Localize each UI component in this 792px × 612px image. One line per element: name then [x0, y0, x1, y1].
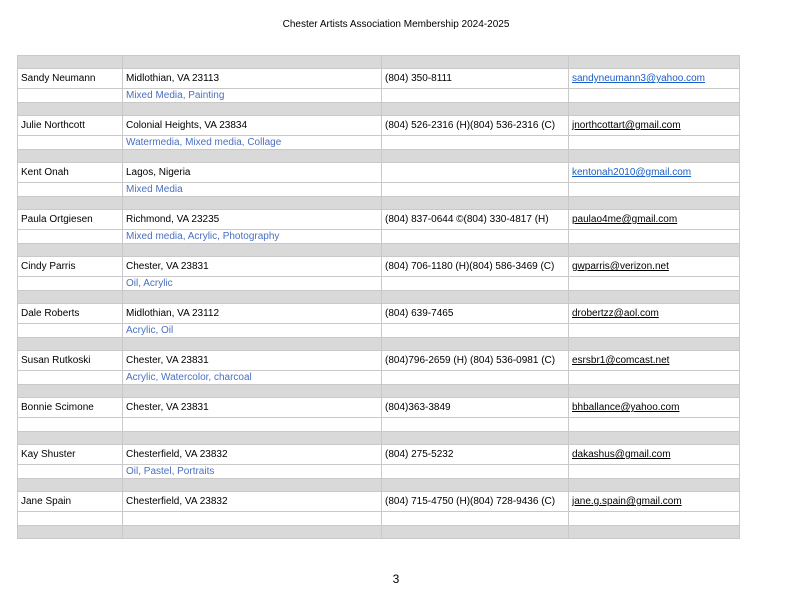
spacer-cell: [382, 244, 569, 257]
member-row: [18, 116, 740, 136]
spacer-cell: [18, 526, 123, 539]
member-media-row: [18, 418, 740, 432]
spacer-row: [18, 150, 740, 163]
member-media-row: [18, 277, 740, 291]
spacer-row: [18, 338, 740, 351]
spacer-cell: [569, 244, 740, 257]
empty-cell: [18, 230, 123, 244]
member-name: Paula Ortgiesen: [18, 210, 123, 230]
spacer-cell: [123, 150, 382, 163]
spacer-cell: [569, 197, 740, 210]
spacer-cell: [569, 103, 740, 116]
spacer-cell: [123, 244, 382, 257]
spacer-cell: [569, 479, 740, 492]
member-media-row: [18, 371, 740, 385]
spacer-cell: [382, 385, 569, 398]
spacer-cell: [382, 338, 569, 351]
spacer-row: [18, 103, 740, 116]
spacer-cell: [382, 479, 569, 492]
empty-cell: [18, 89, 123, 103]
empty-cell: [382, 89, 569, 103]
empty-cell: [569, 277, 740, 291]
member-email-link[interactable]: kentonah2010@gmail.com: [572, 167, 692, 178]
member-email-link[interactable]: sandyneumann3@yahoo.com: [572, 73, 706, 84]
member-media-row: [18, 465, 740, 479]
member-name: Susan Rutkoski: [18, 351, 123, 371]
empty-cell: [382, 324, 569, 338]
member-name: Cindy Parris: [18, 257, 123, 277]
empty-cell: [569, 371, 740, 385]
empty-cell: [18, 465, 123, 479]
member-email-link[interactable]: gwparris@verizon.net: [572, 261, 669, 272]
member-phone: (804) 715-4750 (H)(804) 728-9436 (C): [382, 492, 569, 512]
spacer-cell: [569, 291, 740, 304]
member-location: Midlothian, VA 23113: [123, 69, 382, 89]
member-media-row: [18, 183, 740, 197]
member-row: [18, 492, 740, 512]
member-location: Chesterfield, VA 23832: [123, 492, 382, 512]
member-row: [18, 257, 740, 277]
spacer-cell: [18, 479, 123, 492]
member-email-link[interactable]: esrsbr1@comcast.net: [572, 355, 670, 366]
empty-cell: [569, 183, 740, 197]
member-phone: (804) 639-7465: [382, 304, 569, 324]
empty-cell: [382, 136, 569, 150]
member-row: [18, 445, 740, 465]
member-row: [18, 304, 740, 324]
spacer-row: [18, 385, 740, 398]
empty-cell: [382, 230, 569, 244]
membership-rows: [18, 56, 740, 539]
member-name: Bonnie Scimone: [18, 398, 123, 418]
member-phone: [382, 163, 569, 183]
spacer-cell: [123, 526, 382, 539]
spacer-cell: [382, 103, 569, 116]
member-name: Dale Roberts: [18, 304, 123, 324]
spacer-cell: [18, 385, 123, 398]
member-phone: (804)796-2659 (H) (804) 536-0981 (C): [382, 351, 569, 371]
member-email-link[interactable]: paulao4me@gmail.com: [572, 214, 678, 225]
member-media-row: [18, 89, 740, 103]
member-email-cell: [569, 492, 740, 512]
spacer-cell: [18, 244, 123, 257]
spacer-cell: [123, 197, 382, 210]
empty-cell: [569, 418, 740, 432]
member-name: Julie Northcott: [18, 116, 123, 136]
empty-cell: [382, 418, 569, 432]
spacer-cell: [569, 385, 740, 398]
page-number: 3: [392, 572, 400, 586]
member-media: Mixed Media, Painting: [123, 89, 382, 103]
spacer-cell: [18, 291, 123, 304]
member-location: Midlothian, VA 23112: [123, 304, 382, 324]
spacer-cell: [123, 56, 382, 69]
member-location: Colonial Heights, VA 23834: [123, 116, 382, 136]
spacer-row: [18, 526, 740, 539]
spacer-cell: [382, 56, 569, 69]
spacer-cell: [569, 338, 740, 351]
member-phone: (804)363-3849: [382, 398, 569, 418]
spacer-cell: [382, 526, 569, 539]
member-location: Chester, VA 23831: [123, 257, 382, 277]
member-name: Jane Spain: [18, 492, 123, 512]
empty-cell: [382, 465, 569, 479]
member-media-row: [18, 230, 740, 244]
empty-cell: [569, 465, 740, 479]
member-location: Chesterfield, VA 23832: [123, 445, 382, 465]
empty-cell: [382, 512, 569, 526]
empty-cell: [18, 371, 123, 385]
member-row: [18, 69, 740, 89]
spacer-row: [18, 291, 740, 304]
member-row: [18, 398, 740, 418]
member-email-link[interactable]: jnorthcottart@gmail.com: [572, 120, 681, 131]
empty-cell: [18, 277, 123, 291]
empty-cell: [18, 136, 123, 150]
member-email-cell: [569, 351, 740, 371]
member-email-cell: [569, 257, 740, 277]
spacer-cell: [18, 432, 123, 445]
member-email-link[interactable]: bhballance@yahoo.com: [572, 402, 680, 413]
member-media: Acrylic, Watercolor, charcoal: [123, 371, 382, 385]
member-location: Chester, VA 23831: [123, 351, 382, 371]
member-phone: (804) 275-5232: [382, 445, 569, 465]
member-email-link[interactable]: jane.g.spain@gmail.com: [572, 496, 682, 507]
empty-cell: [18, 183, 123, 197]
spacer-row: [18, 244, 740, 257]
member-email-link[interactable]: dakashus@gmail.com: [572, 449, 671, 460]
member-media-row: [18, 136, 740, 150]
member-location: Richmond, VA 23235: [123, 210, 382, 230]
page-title: Chester Artists Association Membership 2024-2025: [282, 19, 510, 30]
spacer-cell: [18, 197, 123, 210]
spacer-cell: [18, 338, 123, 351]
empty-cell: [569, 324, 740, 338]
member-email-cell: [569, 398, 740, 418]
member-email-link[interactable]: drobertzz@aol.com: [572, 308, 659, 319]
spacer-cell: [123, 385, 382, 398]
empty-cell: [18, 418, 123, 432]
member-name: Kent Onah: [18, 163, 123, 183]
member-media-row: [18, 324, 740, 338]
member-phone: (804) 706-1180 (H)(804) 586-3469 (C): [382, 257, 569, 277]
spacer-cell: [18, 56, 123, 69]
member-row: [18, 210, 740, 230]
empty-cell: [569, 89, 740, 103]
spacer-cell: [123, 479, 382, 492]
member-media: Acrylic, Oil: [123, 324, 382, 338]
spacer-cell: [123, 338, 382, 351]
spacer-cell: [382, 150, 569, 163]
member-media: [123, 418, 382, 432]
member-media-row: [18, 512, 740, 526]
empty-cell: [569, 512, 740, 526]
spacer-cell: [123, 291, 382, 304]
member-phone: (804) 526-2316 (H)(804) 536-2316 (C): [382, 116, 569, 136]
member-email-cell: [569, 69, 740, 89]
spacer-row: [18, 197, 740, 210]
member-name: Kay Shuster: [18, 445, 123, 465]
spacer-cell: [569, 56, 740, 69]
membership-table: [17, 55, 740, 539]
member-email-cell: [569, 304, 740, 324]
member-row: [18, 351, 740, 371]
spacer-row: [18, 56, 740, 69]
member-media: Oil, Pastel, Portraits: [123, 465, 382, 479]
spacer-cell: [382, 291, 569, 304]
spacer-cell: [123, 432, 382, 445]
spacer-cell: [18, 103, 123, 116]
member-email-cell: [569, 445, 740, 465]
spacer-cell: [569, 150, 740, 163]
empty-cell: [569, 230, 740, 244]
member-phone: (804) 350-8111: [382, 69, 569, 89]
member-name: Sandy Neumann: [18, 69, 123, 89]
empty-cell: [18, 512, 123, 526]
spacer-cell: [569, 526, 740, 539]
spacer-cell: [382, 197, 569, 210]
member-phone: (804) 837-0644 ©(804) 330-4817 (H): [382, 210, 569, 230]
member-email-cell: [569, 210, 740, 230]
spacer-row: [18, 479, 740, 492]
empty-cell: [382, 183, 569, 197]
member-email-cell: [569, 116, 740, 136]
spacer-cell: [123, 103, 382, 116]
member-email-cell: [569, 163, 740, 183]
empty-cell: [382, 371, 569, 385]
member-location: Lagos, Nigeria: [123, 163, 382, 183]
spacer-cell: [18, 150, 123, 163]
member-media: Watermedia, Mixed media, Collage: [123, 136, 382, 150]
member-row: [18, 163, 740, 183]
spacer-cell: [382, 432, 569, 445]
spacer-row: [18, 432, 740, 445]
empty-cell: [382, 277, 569, 291]
empty-cell: [569, 136, 740, 150]
member-location: Chester, VA 23831: [123, 398, 382, 418]
empty-cell: [18, 324, 123, 338]
member-media: Mixed media, Acrylic, Photography: [123, 230, 382, 244]
member-media: Oil, Acrylic: [123, 277, 382, 291]
spacer-cell: [569, 432, 740, 445]
member-media: Mixed Media: [123, 183, 382, 197]
member-media: [123, 512, 382, 526]
